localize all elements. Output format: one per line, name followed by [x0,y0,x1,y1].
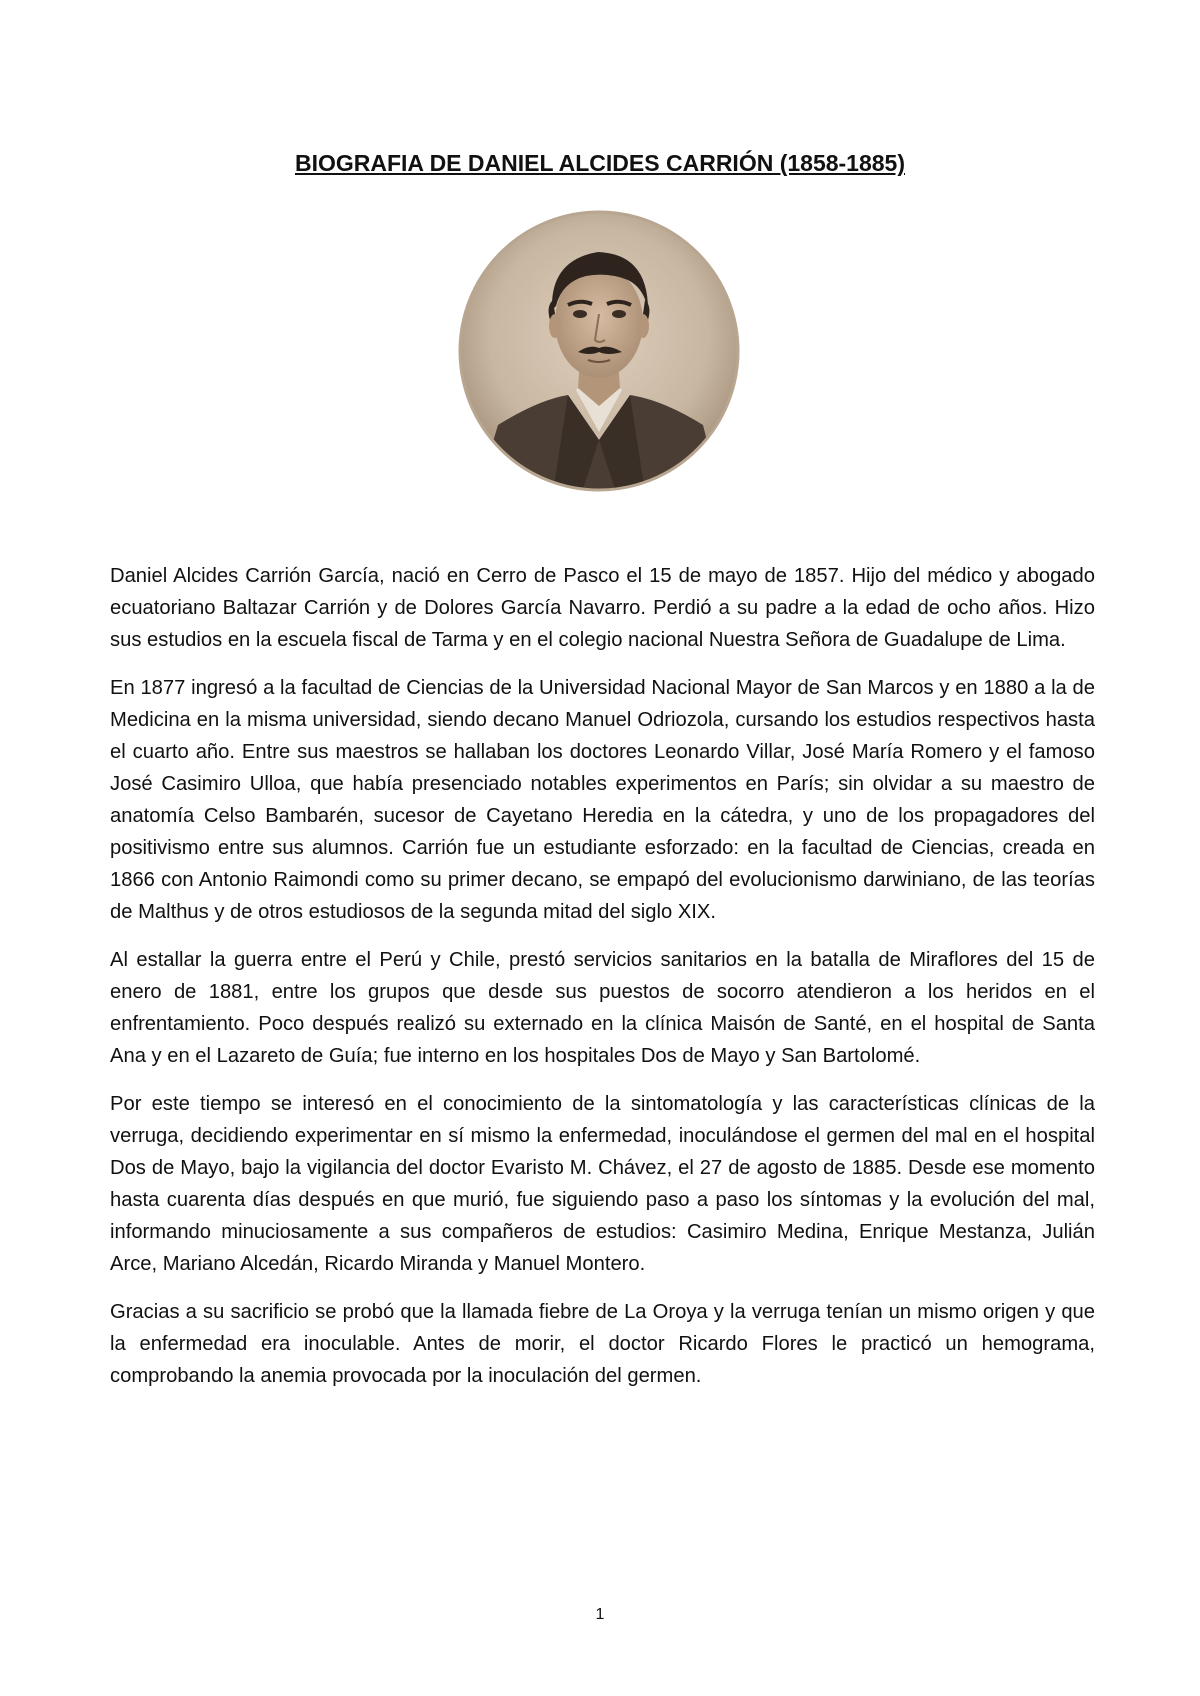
paragraph-2: En 1877 ingresó a la facultad de Ciencias de la Universidad Nacional Mayor de San Marcos y en 1880 a la de Medicina en la misma universidad, siendo decano Manuel Odriozola, cursando los estudios respectivos hasta el cuarto año. Entre sus maestros se hallaban los doctores Leonardo Villar, José María Romero y el famoso José Casimiro Ulloa, que había presenciado notables experimentos en París; sin olvidar a su maestro de anatomía Celso Bambarén, sucesor de Cayetano Heredia en la cátedra, y uno de los propagadores del positivismo entre sus alumnos. Carrión fue un estudiante esforzado: en la facultad de Ciencias, creada en 1866 con Antonio Raimondi como su primer decano, se empapó del evolucionismo darwiniano, de las teorías de Malthus y de otros estudiosos de la segunda mitad del siglo XIX. [110,677,1095,923]
document-title: BIOGRAFIA DE DANIEL ALCIDES CARRIÓN (1858-1885) [294,150,906,176]
page-number: 1 [595,1606,605,1623]
biography-body [110,560,1095,1408]
paragraph-1: Daniel Alcides Carrión García, nació en Cerro de Pasco el 15 de mayo de 1857. Hijo del médico y abogado ecuatoriano Baltazar Carrión y de Dolores García Navarro. Perdió a su padre a la edad de ocho años. Hizo sus estudios en la escuela fiscal de Tarma y en el colegio nacional Nuestra Señora de Guadalupe de Lima. [110,565,1095,651]
paragraph-5: Gracias a su sacrificio se probó que la llamada fiebre de La Oroya y la verruga tenían un mismo origen y que la enfermedad era inoculable. Antes de morir, el doctor Ricardo Flores le practicó un hemograma, comprobando la anemia provocada por la inoculación del germen. [110,1301,1095,1387]
paragraph-3: Al estallar la guerra entre el Perú y Chile, prestó servicios sanitarios en la batalla de Miraflores del 15 de enero de 1881, entre los grupos que desde sus puestos de socorro atendieron a los heridos en el enfrentamiento. Poco después realizó su externado en la clínica Maisón de Santé, en el hospital de Santa Ana y en el Lazareto de Guía; fue interno en los hospitales Dos de Mayo y San Bartolomé. [110,949,1095,1067]
portrait-photo [458,210,740,492]
portrait-photo-image [458,210,740,492]
paragraph-4: Por este tiempo se interesó en el conocimiento de la sintomatología y las características clínicas de la verruga, decidiendo experimentar en sí mismo la enfermedad, inoculándose el germen del mal en el hospital Dos de Mayo, bajo la vigilancia del doctor Evaristo M. Chávez, el 27 de agosto de 1885. Desde ese momento hasta cuarenta días después en que murió, fue siguiendo paso a paso los síntomas y la evolución del mal, informando minuciosamente a sus compañeros de estudios: Casimiro Medina, Enrique Mestanza, Julián Arce, Mariano Alcedán, Ricardo Miranda y Manuel Montero. [110,1093,1095,1275]
